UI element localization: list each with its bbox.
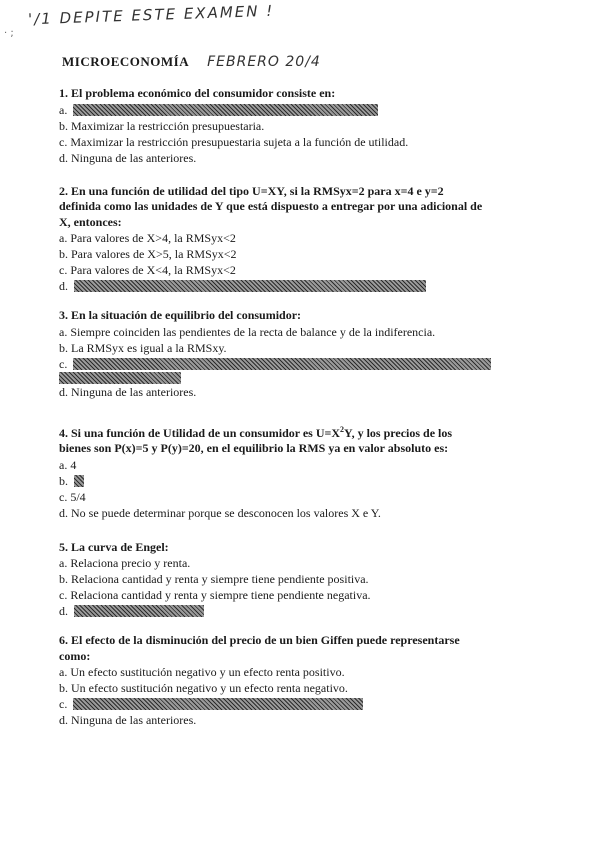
redacted-answer	[74, 605, 204, 617]
option-prefix: d.	[59, 713, 68, 727]
question-line: como:	[59, 648, 91, 663]
option-text: Un efecto sustitución negativo y un efecto renta positivo.	[70, 665, 345, 679]
option-c	[59, 489, 579, 505]
redacted-answer	[73, 104, 378, 116]
option-c	[59, 134, 579, 150]
question-2	[59, 184, 579, 295]
option-b	[59, 340, 579, 356]
exam-header	[62, 53, 321, 71]
option-a	[59, 664, 579, 680]
option-d	[59, 603, 579, 619]
option-prefix: c.	[59, 697, 68, 711]
question-line: 6. El efecto de la disminución del precio de un bien Giffen puede representarse	[59, 633, 460, 647]
option-prefix: b.	[59, 247, 68, 261]
question-line: X, entonces:	[59, 214, 122, 229]
question-line: Y, y los precios de los	[344, 425, 453, 440]
question-5	[59, 540, 579, 620]
option-d	[59, 384, 579, 400]
option-prefix: a.	[59, 457, 68, 472]
option-c	[59, 356, 579, 372]
question-list	[59, 86, 579, 742]
option-text: Ninguna de las anteriores.	[71, 150, 197, 165]
option-prefix: a.	[59, 324, 68, 339]
option-text: Para valores de X>5, la RMSyx<2	[71, 247, 237, 261]
option-prefix: d.	[59, 384, 68, 399]
option-prefix: c.	[59, 489, 68, 504]
question-text	[59, 184, 579, 231]
option-c	[59, 696, 579, 712]
option-a	[59, 324, 579, 340]
redacted-answer	[74, 280, 426, 292]
redacted-answer-continued	[59, 372, 181, 384]
option-text: 5/4	[70, 489, 86, 504]
option-prefix: a.	[59, 102, 68, 117]
margin-marks: ‧ ;	[4, 28, 14, 39]
option-prefix: c.	[59, 588, 68, 602]
option-prefix: d.	[59, 505, 68, 520]
option-b	[59, 571, 579, 587]
question-text: 3. En la situación de equilibrio del consumidor:	[59, 308, 302, 322]
option-prefix: b.	[59, 572, 68, 586]
exponent: 2	[340, 424, 345, 434]
option-a	[59, 102, 579, 118]
question-text	[59, 633, 579, 664]
option-b	[59, 473, 579, 489]
option-d	[59, 505, 579, 521]
option-text: No se puede determinar porque se desconocen los valores X e Y.	[71, 505, 381, 520]
question-3	[59, 308, 579, 400]
question-text: 5. La curva de Engel:	[59, 539, 169, 554]
question-text	[59, 422, 579, 457]
option-prefix: b.	[59, 340, 68, 355]
option-d	[59, 712, 579, 728]
question-6	[59, 633, 579, 728]
option-text: Relaciona cantidad y renta y siempre tiene pendiente negativa.	[70, 588, 371, 602]
option-prefix: a.	[59, 231, 68, 245]
handwritten-date: FEBRERO 20/4	[207, 54, 321, 70]
option-text: Ninguna de las anteriores.	[71, 384, 197, 399]
exam-title: MICROECONOMÍA	[62, 54, 190, 69]
option-text: Maximizar la restricción presupuestaria sujeta a la función de utilidad.	[70, 134, 409, 149]
option-b	[59, 118, 579, 134]
question-line: bienes son P(x)=5 y P(y)=20, en el equilibrio la RMS ya en valor absoluto es:	[59, 441, 449, 455]
question-1	[59, 86, 579, 166]
question-line: definida como las unidades de Y que está dispuesto a entregar por una adicional de	[59, 199, 483, 213]
option-prefix: b.	[59, 473, 68, 488]
option-a	[59, 457, 579, 473]
option-text: Para valores de X<4, la RMSyx<2	[70, 263, 236, 277]
option-text: La RMSyx es igual a la RMSxy.	[71, 340, 227, 355]
question-line: 4. Si una función de Utilidad de un consumidor es U=X	[59, 425, 341, 440]
option-text: Relaciona cantidad y renta y siempre tiene pendiente positiva.	[71, 572, 369, 586]
option-prefix: b.	[59, 118, 68, 133]
question-4	[59, 422, 579, 521]
question-text: 1. El problema económico del consumidor consiste en:	[59, 86, 336, 100]
option-text: Relaciona precio y renta.	[70, 556, 191, 570]
option-text: Un efecto sustitución negativo y un efecto renta negativo.	[71, 681, 348, 695]
option-prefix: c.	[59, 134, 68, 149]
redacted-answer	[74, 475, 84, 487]
option-c-continued	[59, 372, 579, 384]
option-prefix: a.	[59, 665, 68, 679]
option-text: Para valores de X>4, la RMSyx<2	[70, 231, 236, 245]
option-b	[59, 246, 579, 262]
redacted-answer	[73, 358, 491, 370]
option-a	[59, 555, 579, 571]
redacted-answer	[73, 698, 363, 710]
option-d	[59, 278, 579, 294]
option-c	[59, 587, 579, 603]
option-b	[59, 680, 579, 696]
option-prefix: b.	[59, 681, 68, 695]
option-text: Maximizar la restricción presupuestaria.	[71, 118, 265, 133]
handwritten-note: '/1 DEPITE ESTE EXAMEN !	[27, 1, 275, 29]
question-line: 2. En una función de utilidad del tipo U=XY, si la RMSyx=2 para x=4 e y=2	[59, 183, 444, 198]
option-prefix: d.	[59, 150, 68, 165]
option-d	[59, 150, 579, 166]
option-prefix: d.	[59, 604, 68, 618]
option-prefix: a.	[59, 556, 68, 570]
option-prefix: d.	[59, 279, 68, 293]
option-prefix: c.	[59, 263, 68, 277]
option-prefix: c.	[59, 356, 68, 371]
option-c	[59, 262, 579, 278]
option-a	[59, 230, 579, 246]
option-text: 4	[70, 457, 77, 472]
option-text: Siempre coinciden las pendientes de la recta de balance y de la indiferencia.	[70, 324, 436, 339]
option-text: Ninguna de las anteriores.	[71, 713, 197, 727]
